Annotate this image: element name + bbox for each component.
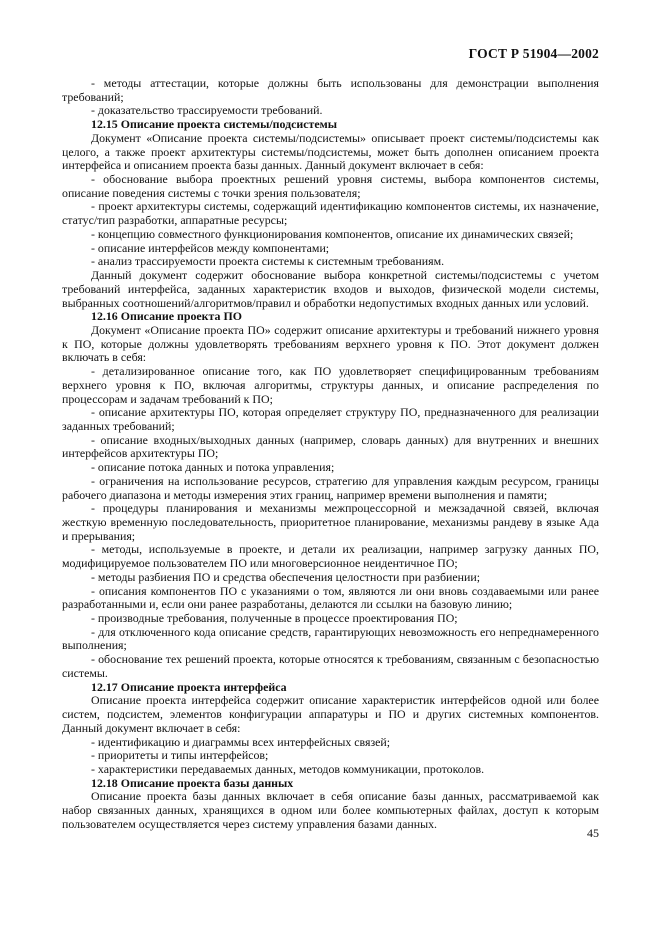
paragraph: - ограничения на использование ресурсов, стратегию для управления каждым ресурсом, границы рабочего диапазона и методы измерения этих границ, например времени выполнения и памяти; (62, 473, 599, 502)
paragraph: - детализированное описание того, как ПО удовлетворяет специфицированным требованиям верхнего уровня к ПО, включая алгоритмы, структуры данных, и описание распределения по процессорам и задачам требований к ПО; (62, 364, 599, 406)
paragraph: Описание проекта базы данных включает в себя описание базы данных, рассматриваемой как набор связанных данных, хранящихся в одном или более компьютерных файлах, доступ к которым пользователем осуществляется через систему управления базами данных. (62, 789, 599, 831)
paragraph: - концепцию совместного функционирования компонентов, описание их динамических связей; (91, 226, 574, 241)
paragraph: Описание проекта интерфейса содержит описание характеристик интерфейсов одной или более систем, подсистем, элементов конфигурации аппаратуры и ПО и других системных компонентов. Данный документ включает в себя: (62, 693, 599, 735)
paragraph: - приоритеты и типы интерфейсов; (91, 748, 269, 763)
paragraph: Документ «Описание проекта системы/подсистемы» описывает проект системы/подсистемы как целого, а также проект архитектуры системы/подсистемы, может быть дополнен описанием проекта интерфейса и описанием проекта базы данных. Данный документ включает в себя: (62, 130, 599, 173)
section-heading: 12.15 Описание проекта системы/подсистемы (91, 117, 338, 132)
paragraph: - для отключенного кода описание средств, гарантирующих невозможность его непреднамеренного выполнения; (62, 624, 599, 653)
paragraph: - методы разбиения ПО и средства обеспечения целостности при разбиении; (91, 569, 481, 584)
paragraph: Документ «Описание проекта ПО» содержит описание архитектуры и требований нижнего уровня к ПО, которые должны удовлетворять требованиям верхнего уровня к ПО. Этот документ должен включать в себя: (62, 322, 599, 365)
section-heading: 12.16 Описание проекта ПО (91, 309, 242, 324)
paragraph: - описание входных/выходных данных (например, словарь данных) для внутренних и внешних интерфейсов архитектуры ПО; (62, 432, 599, 461)
paragraph: - описание интерфейсов между компонентами; (91, 240, 330, 255)
page-number: 45 (587, 826, 599, 840)
section-heading: 12.18 Описание проекта базы данных (91, 775, 294, 790)
standard-code-header: ГОСТ Р 51904—2002 (468, 46, 599, 61)
paragraph: - описания компонентов ПО с указаниями о том, являются ли они вновь создаваемыми или ранее разработанными и, если они ранее разработаны, делаются ли ссылки на базовую линию; (62, 583, 599, 612)
paragraph: - производные требования, полученные в процессе проектирования ПО; (91, 611, 458, 626)
paragraph: - описание архитектуры ПО, которая определяет структуру ПО, предназначенного для реализации заданных требований; (62, 405, 599, 433)
paragraph: - процедуры планирования и механизмы межпроцессорной и межзадачной связей, включая жесткую временную последовательность, приоритетное планирование, механизмы рандеву в языке Ада и прерывания; (62, 501, 599, 543)
paragraph: - доказательство трассируемости требований. (91, 103, 323, 118)
paragraph: - описание потока данных и потока управления; (91, 460, 335, 475)
paragraph: - обоснование выбора проектных решений уровня системы, выбора компонентов системы, описание поведения системы с точки зрения пользователя; (62, 172, 599, 200)
paragraph: - идентификацию и диаграммы всех интерфейсных связей; (91, 734, 391, 749)
paragraph: - обоснование тех решений проекта, которые относятся к требованиям, связанным с безопасностью системы. (62, 652, 599, 680)
paragraph: - проект архитектуры системы, содержащий идентификацию компонентов системы, их назначение, статус/тип разработки, аппаратные ресурсы; (62, 199, 599, 228)
paragraph: - характеристики передаваемых данных, методов коммуникации, протоколов. (91, 761, 485, 776)
paragraph: - анализ трассируемости проекта системы к системным требованиям. (91, 254, 445, 269)
paragraph: - методы аттестации, которые должны быть использованы для демонстрации выполнения требований; (62, 76, 599, 104)
document-body (62, 77, 599, 832)
paragraph: - методы, используемые в проекте, и детали их реализации, например загрузку данных ПО, модифицируемое пользователем ПО или многоверсионное неидентичное ПО; (62, 542, 599, 571)
paragraph: Данный документ содержит обоснование выбора конкретной системы/подсистемы с учетом требований интерфейса, заданных характеристик входов и выходов, физической модели системы, выбранных соотношений/алгоритмов/правил и обработки недопустимых входных данных или условий. (62, 268, 599, 310)
section-heading: 12.17 Описание проекта интерфейса (91, 679, 287, 694)
